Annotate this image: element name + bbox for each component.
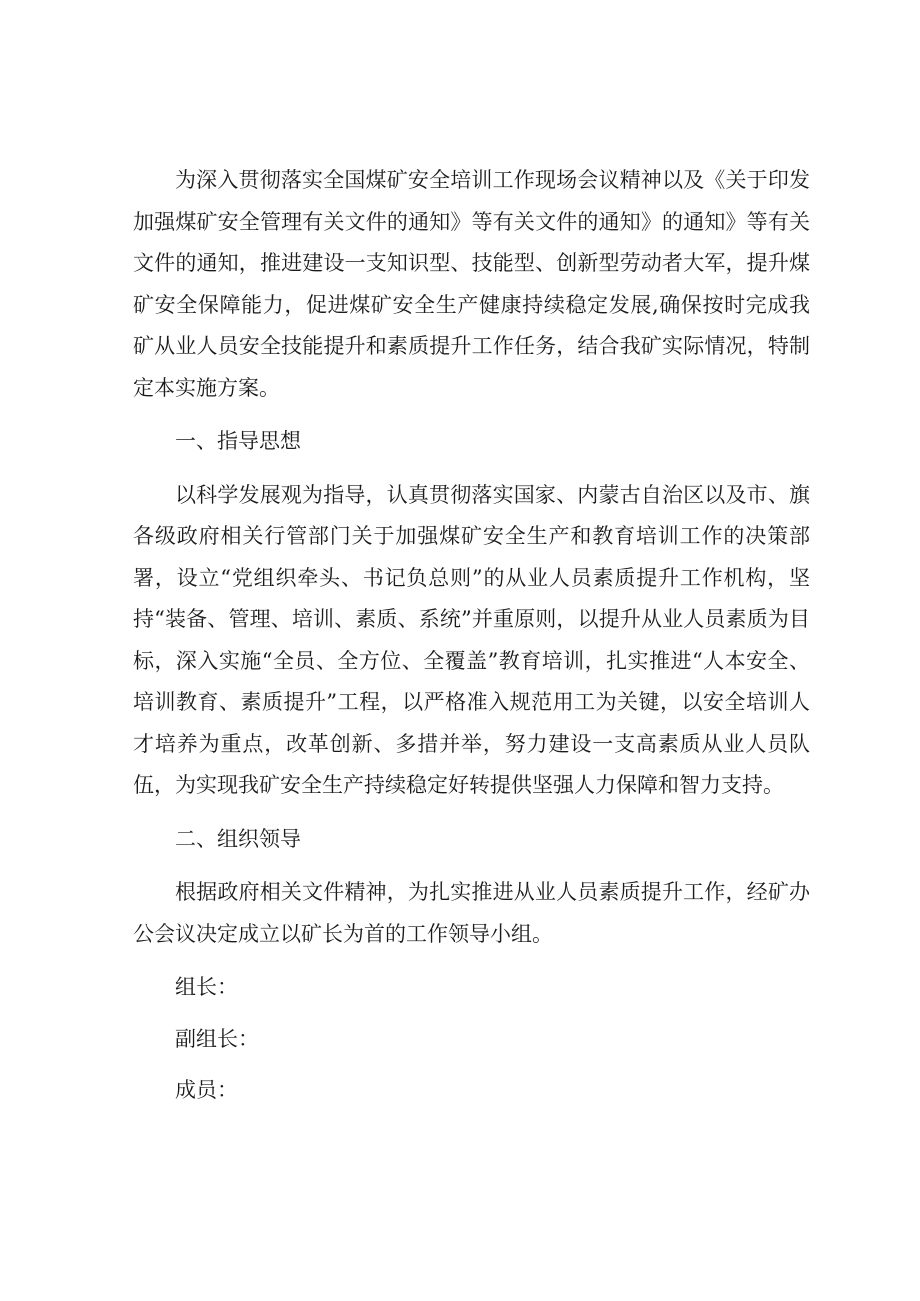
section-heading-organization: 二、组织领导 xyxy=(175,826,301,851)
organization-paragraph: 根据政府相关文件精神，为扎实推进从业人员素质提升工作，经矿办公会议决定成立以矿长为首的工作领导小组。 xyxy=(133,880,810,946)
document-body xyxy=(133,160,810,1122)
deputy-team-leader-field: 副组长： xyxy=(175,1026,259,1051)
section-heading-guiding-ideology: 一、指导思想 xyxy=(175,429,301,453)
members-field: 成员： xyxy=(175,1078,238,1102)
team-leader-field: 组长： xyxy=(175,975,238,999)
guiding-ideology-paragraph: 以科学发展观为指导，认真贯彻落实国家、内蒙古自治区以及市、旗各级政府相关行管部门关于加强煤矿安全生产和教育培训工作的决策部署，设立“党组织牵头、书记负总则”的从业人员素质提升工作机构，坚持“装备、管理、培训、素质、系统”并重原则，以提升从业人员素质为目标，深入实施“全员、全方位、全覆盖”教育培训，扎实推进“人本安全、培训教育、素质提升”工程，以严格准入规范用工为关键，以安全培训人才培养为重点，改革创新、多措并举，努力建设一支高素质从业人员队伍，为实现我矿安全生产持续稳定好转提供坚强人力保障和智力支持。 xyxy=(133,482,810,797)
intro-paragraph: 为深入贯彻落实全国煤矿安全培训工作现场会议精神以及《关于印发加强煤矿安全管理有关文件的通知》等有关文件的通知》的通知》等有关文件的通知，推进建设一支知识型、技能型、创新型劳动者大军，提升煤矿安全保障能力，促进煤矿安全生产健康持续稳定发展,确保按时完成我矿从业人员安全技能提升和素质提升工作任务，结合我矿实际情况，特制定本实施方案。 xyxy=(133,168,810,400)
